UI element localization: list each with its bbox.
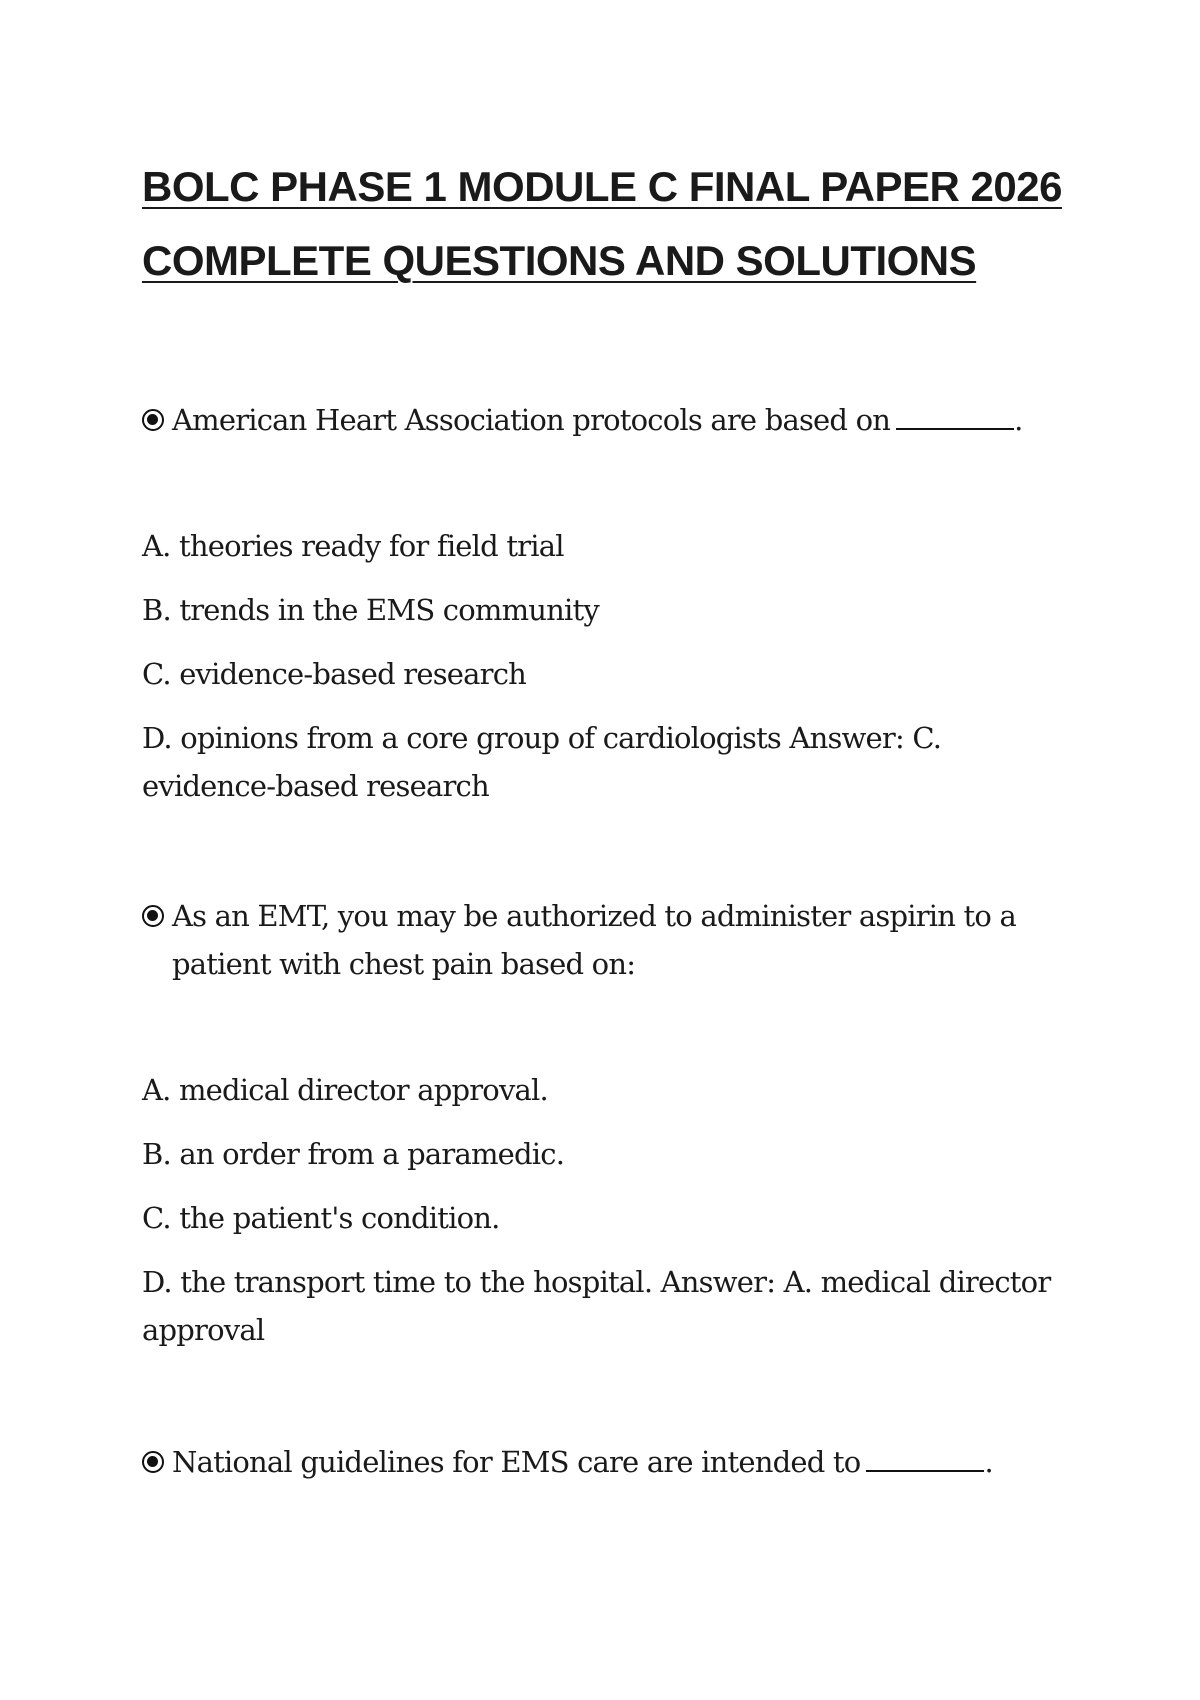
radio-bullet-icon (142, 1451, 164, 1473)
question-text: American Heart Association protocols are based on . (172, 396, 1023, 444)
question-1 (142, 396, 1062, 444)
document-page (142, 150, 1062, 1486)
fill-in-blank (896, 398, 1014, 430)
question-2 (142, 892, 1062, 988)
question-1-options (142, 522, 1062, 810)
question-3 (142, 1438, 1062, 1486)
option-b: B. an order from a paramedic. (142, 1137, 565, 1171)
option-a: A. medical director approval. (142, 1073, 548, 1107)
option-c: C. evidence-based research (142, 657, 527, 691)
question-2-options (142, 1066, 1062, 1354)
document-title (142, 150, 1062, 298)
option-b: B. trends in the EMS community (142, 593, 599, 627)
option-d-with-answer: D. opinions from a core group of cardiologists Answer: C. evidence-based research (142, 721, 942, 803)
fill-in-blank (866, 1440, 984, 1472)
question-text: National guidelines for EMS care are intended to . (172, 1438, 993, 1486)
radio-bullet-icon (142, 409, 164, 431)
option-c: C. the patient's condition. (142, 1201, 500, 1235)
radio-bullet-icon (142, 905, 164, 927)
option-a: A. theories ready for field trial (142, 529, 564, 563)
option-d-with-answer: D. the transport time to the hospital. Answer: A. medical director approval (142, 1265, 1051, 1347)
title-line-1: BOLC PHASE 1 MODULE C FINAL PAPER 2026 (142, 163, 1062, 210)
question-text: As an EMT, you may be authorized to administer aspirin to a patient with chest pain based on: (172, 899, 1016, 981)
title-line-2: COMPLETE QUESTIONS AND SOLUTIONS (142, 237, 977, 284)
